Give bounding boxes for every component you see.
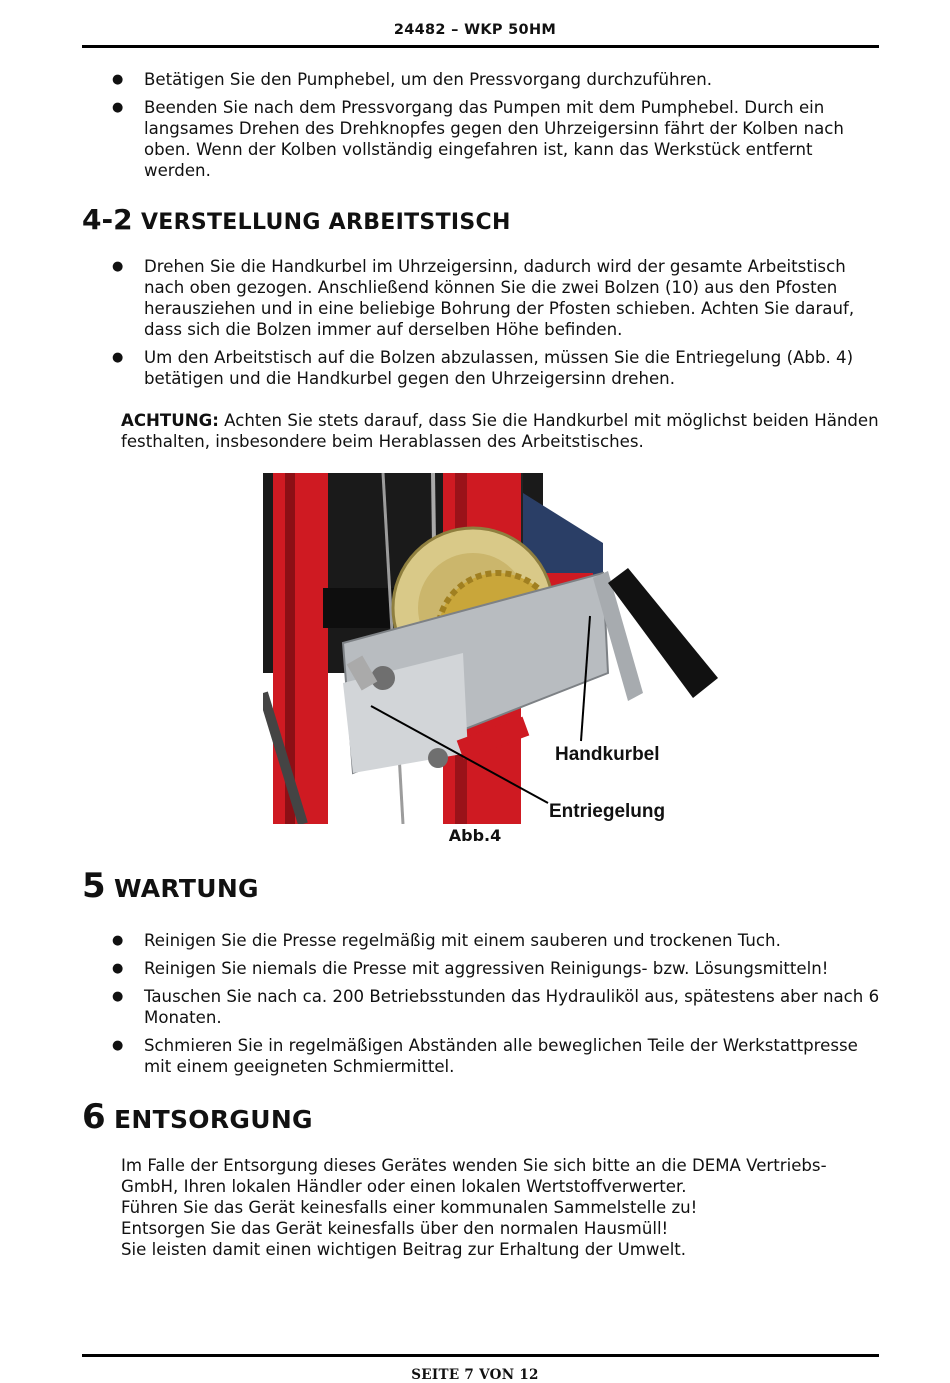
label-handkurbel: Handkurbel	[555, 744, 660, 765]
header-title: 24482 – WKP 50HM	[393, 22, 557, 38]
header-rule	[82, 45, 879, 48]
list-item: ● Drehen Sie die Handkurbel im Uhrzeigersinn, dadurch wird der gesamte Arbeitstisch nach oben gezogen. Anschließend können Sie die zwei Bolzen (10) aus den Pfosten herausziehen und in eine beliebige Bohrung der Pfosten schieben. Achten Sie darauf, dass sich die Bolzen immer auf derselben Höhe befinden.	[110, 256, 880, 340]
list-item: ● Reinigen Sie niemals die Presse mit aggressiven Reinigungs- bzw. Lösungsmitteln!	[110, 958, 880, 979]
disposal-text	[121, 1155, 881, 1260]
winch-figure	[263, 473, 733, 824]
list-item: ● Betätigen Sie den Pumphebel, um den Pressvorgang durchzuführen.	[110, 69, 880, 90]
disposal-line: Entsorgen Sie das Gerät keinesfalls über den normalen Hausmüll!	[121, 1219, 669, 1238]
section-heading-6	[82, 1097, 313, 1137]
section-title: ENTSORGUNG	[114, 1105, 313, 1134]
warning-note	[121, 410, 881, 452]
section-number: 6	[82, 1097, 106, 1137]
warning-label: ACHTUNG:	[121, 411, 219, 430]
footer-rule	[82, 1354, 879, 1357]
winch-photo-illustration	[263, 473, 733, 824]
list-item: ● Um den Arbeitstisch auf die Bolzen abzulassen, müssen Sie die Entriegelung (Abb. 4) betätigen und die Handkurbel gegen den Uhrzeigersinn drehen.	[110, 347, 880, 389]
disposal-line: Führen Sie das Gerät keinesfalls einer kommunalen Sammelstelle zu!	[121, 1198, 698, 1217]
intro-bullet-list	[110, 69, 880, 188]
section-title: WARTUNG	[114, 874, 259, 903]
list-item: ● Beenden Sie nach dem Pressvorgang das Pumpen mit dem Pumphebel. Durch ein langsames Drehen des Drehknopfes gegen den Uhrzeigersinn fährt der Kolben nach oben. Wenn der Kolben vollständig eingefahren ist, kann das Werkstück entfernt werden.	[110, 97, 880, 181]
list-item: ● Schmieren Sie in regelmäßigen Abständen alle beweglichen Teile der Werkstattpresse mit einem geeigneten Schmiermittel.	[110, 1035, 880, 1077]
section-heading-4-2	[82, 203, 511, 236]
label-entriegelung: Entriegelung	[549, 801, 666, 822]
list-item: ● Tauschen Sie nach ca. 200 Betriebsstunden das Hydrauliköl aus, spätestens aber nach 6 Monaten.	[110, 986, 880, 1028]
disposal-line: Im Falle der Entsorgung dieses Gerätes wenden Sie sich bitte an die DEMA Vertriebs-GmbH, Ihren lokalen Händler oder einen lokalen Wertstoffverwerter.	[121, 1156, 827, 1196]
section-number: 5	[82, 866, 106, 906]
section-heading-5	[82, 866, 259, 906]
list-item: ● Reinigen Sie die Presse regelmäßig mit einem sauberen und trockenen Tuch.	[110, 930, 880, 951]
section-4-2-bullet-list	[110, 256, 880, 396]
page-footer: SEITE 7 VON 12	[411, 1367, 539, 1383]
section-5-bullet-list	[110, 930, 880, 1084]
section-title: VERSTELLUNG ARBEITSTISCH	[140, 210, 511, 235]
disposal-line: Sie leisten damit einen wichtigen Beitrag zur Erhaltung der Umwelt.	[121, 1240, 687, 1259]
section-number: 4-2	[82, 203, 133, 236]
figure-caption: Abb.4	[448, 826, 502, 845]
warning-text: Achten Sie stets darauf, dass Sie die Handkurbel mit möglichst beiden Händen festhalten, insbesondere beim Herablassen des Arbeitstisches.	[121, 411, 879, 451]
